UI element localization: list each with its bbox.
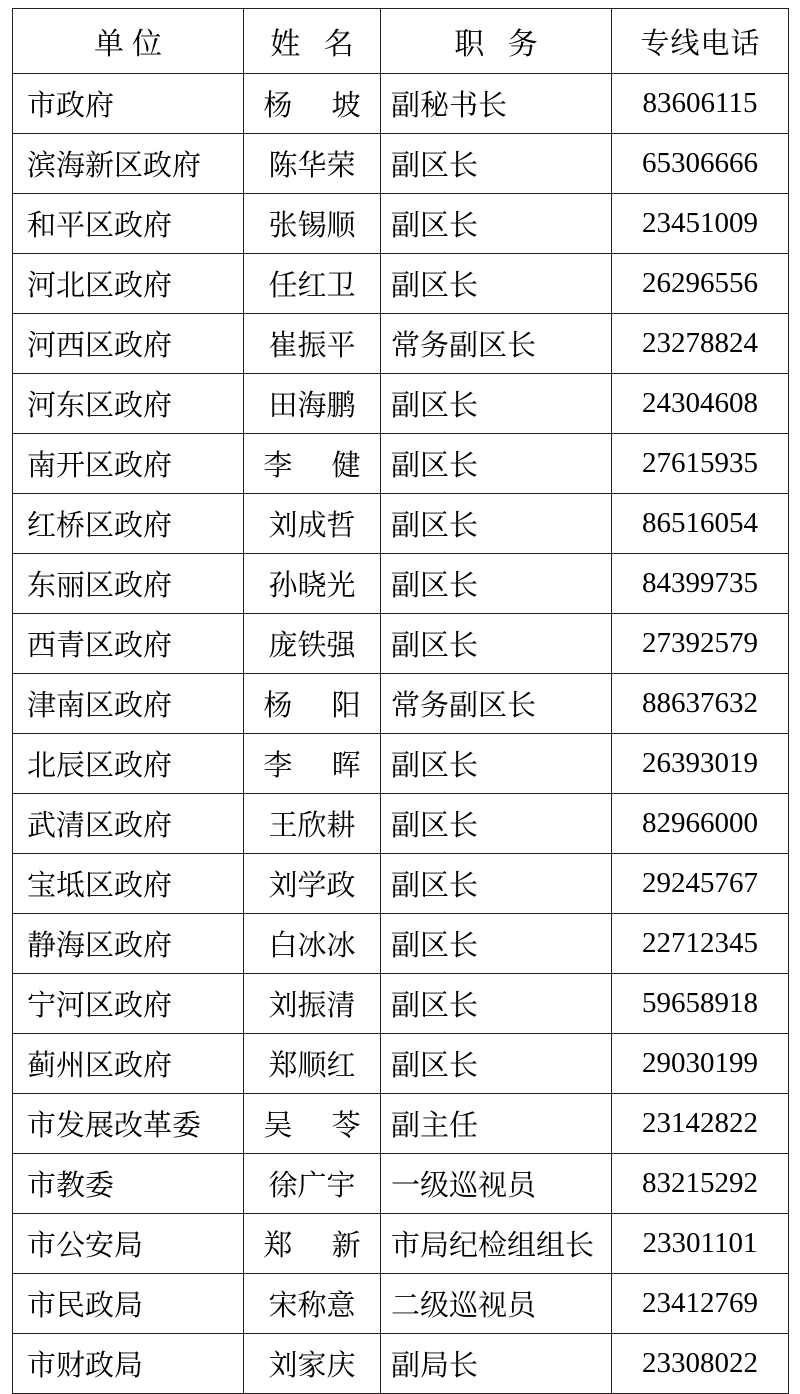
cell-phone: 29245767 [612, 854, 789, 914]
cell-phone: 59658918 [612, 974, 789, 1034]
cell-unit: 红桥区政府 [13, 494, 244, 554]
cell-title: 副区长 [381, 134, 612, 194]
cell-title: 副区长 [381, 794, 612, 854]
cell-phone: 23451009 [612, 194, 789, 254]
table-row [13, 1334, 789, 1394]
cell-name-text: 杨 坡 [263, 90, 377, 122]
cell-unit: 市发展改革委 [13, 1094, 244, 1154]
cell-phone: 23278824 [612, 314, 789, 374]
cell-name-text: 刘成哲 [268, 510, 356, 542]
cell-title: 副区长 [381, 1034, 612, 1094]
cell-title: 副区长 [381, 194, 612, 254]
cell-title: 副区长 [381, 434, 612, 494]
cell-title: 副主任 [381, 1094, 612, 1154]
cell-unit: 河东区政府 [13, 374, 244, 434]
cell-name [244, 794, 381, 854]
cell-phone: 24304608 [612, 374, 789, 434]
cell-name [244, 1154, 381, 1214]
table-row [13, 134, 789, 194]
cell-name-text: 宋称意 [268, 1290, 356, 1322]
cell-unit: 南开区政府 [13, 434, 244, 494]
cell-phone: 83606115 [612, 74, 789, 134]
cell-unit: 西青区政府 [13, 614, 244, 674]
cell-phone: 23308022 [612, 1334, 789, 1394]
table-row [13, 194, 789, 254]
table-row [13, 374, 789, 434]
cell-unit: 北辰区政府 [13, 734, 244, 794]
cell-phone: 27392579 [612, 614, 789, 674]
cell-name-text: 任红卫 [268, 270, 356, 302]
cell-name-text: 张锡顺 [268, 210, 356, 242]
table-row [13, 974, 789, 1034]
cell-phone: 88637632 [612, 674, 789, 734]
cell-name [244, 254, 381, 314]
cell-unit: 和平区政府 [13, 194, 244, 254]
table-row [13, 1214, 789, 1274]
cell-title: 常务副区长 [381, 674, 612, 734]
cell-name-text: 杨 阳 [263, 690, 377, 722]
cell-title: 副区长 [381, 854, 612, 914]
cell-unit: 宁河区政府 [13, 974, 244, 1034]
cell-title: 副区长 [381, 374, 612, 434]
cell-name [244, 1274, 381, 1334]
cell-name-text: 郑 新 [263, 1230, 377, 1262]
table-row [13, 734, 789, 794]
table-row [13, 1034, 789, 1094]
cell-name [244, 134, 381, 194]
cell-name [244, 614, 381, 674]
cell-unit: 市政府 [13, 74, 244, 134]
cell-title: 二级巡视员 [381, 1274, 612, 1334]
table-row [13, 74, 789, 134]
table-row [13, 1154, 789, 1214]
cell-name-text: 崔振平 [268, 330, 356, 362]
cell-name [244, 314, 381, 374]
table-row [13, 914, 789, 974]
cell-name [244, 914, 381, 974]
table-row [13, 254, 789, 314]
cell-title: 副区长 [381, 614, 612, 674]
cell-unit: 河北区政府 [13, 254, 244, 314]
cell-name [244, 734, 381, 794]
table-body [13, 74, 789, 1394]
cell-name-text: 郑顺红 [268, 1050, 356, 1082]
cell-title: 副秘书长 [381, 74, 612, 134]
cell-unit: 滨海新区政府 [13, 134, 244, 194]
table-row [13, 314, 789, 374]
cell-name-text: 田海鹏 [268, 390, 356, 422]
cell-title: 副区长 [381, 554, 612, 614]
cell-phone: 27615935 [612, 434, 789, 494]
cell-name [244, 1094, 381, 1154]
cell-name-text: 刘振清 [268, 990, 356, 1022]
table-row [13, 1094, 789, 1154]
cell-phone: 86516054 [612, 494, 789, 554]
cell-name [244, 854, 381, 914]
table-row [13, 674, 789, 734]
cell-name [244, 1214, 381, 1274]
cell-title: 一级巡视员 [381, 1154, 612, 1214]
column-header-title: 职 务 [381, 9, 612, 74]
cell-name-text: 刘家庆 [268, 1350, 356, 1382]
table-row [13, 1274, 789, 1334]
cell-name [244, 194, 381, 254]
cell-title: 副区长 [381, 914, 612, 974]
cell-phone: 23301101 [612, 1214, 789, 1274]
table-row [13, 554, 789, 614]
cell-unit: 东丽区政府 [13, 554, 244, 614]
cell-unit: 静海区政府 [13, 914, 244, 974]
cell-phone: 22712345 [612, 914, 789, 974]
cell-name-text: 白冰冰 [268, 930, 356, 962]
cell-unit: 市财政局 [13, 1334, 244, 1394]
cell-unit: 市民政局 [13, 1274, 244, 1334]
table-row [13, 854, 789, 914]
column-header-unit: 单位 [13, 9, 244, 74]
column-header-name: 姓 名 [244, 9, 381, 74]
cell-title: 副局长 [381, 1334, 612, 1394]
cell-unit: 市公安局 [13, 1214, 244, 1274]
table-row [13, 494, 789, 554]
table-header-row [13, 9, 789, 74]
cell-name-text: 庞铁强 [268, 630, 356, 662]
cell-phone: 83215292 [612, 1154, 789, 1214]
table-row [13, 614, 789, 674]
cell-name-text: 吴 苓 [263, 1110, 377, 1142]
cell-phone: 65306666 [612, 134, 789, 194]
cell-unit: 蓟州区政府 [13, 1034, 244, 1094]
cell-unit: 宝坻区政府 [13, 854, 244, 914]
cell-phone: 23142822 [612, 1094, 789, 1154]
cell-name [244, 74, 381, 134]
cell-title: 市局纪检组组长 [381, 1214, 612, 1274]
cell-name [244, 434, 381, 494]
cell-name [244, 974, 381, 1034]
cell-title: 副区长 [381, 974, 612, 1034]
cell-name-text: 王欣耕 [268, 810, 356, 842]
cell-name [244, 1334, 381, 1394]
cell-name-text: 李 健 [263, 450, 377, 482]
cell-phone: 23412769 [612, 1274, 789, 1334]
cell-name [244, 494, 381, 554]
cell-name [244, 674, 381, 734]
cell-name [244, 1034, 381, 1094]
cell-phone: 29030199 [612, 1034, 789, 1094]
cell-unit: 河西区政府 [13, 314, 244, 374]
cell-phone: 82966000 [612, 794, 789, 854]
cell-name-text: 陈华荣 [268, 150, 356, 182]
cell-unit: 津南区政府 [13, 674, 244, 734]
cell-phone: 84399735 [612, 554, 789, 614]
cell-name [244, 554, 381, 614]
cell-title: 副区长 [381, 494, 612, 554]
table-row [13, 794, 789, 854]
cell-name-text: 徐广宇 [268, 1170, 356, 1202]
cell-name-text: 刘学政 [268, 870, 356, 902]
cell-phone: 26296556 [612, 254, 789, 314]
cell-title: 副区长 [381, 254, 612, 314]
cell-unit: 市教委 [13, 1154, 244, 1214]
table-header [13, 9, 789, 74]
contact-directory-table [12, 8, 789, 1394]
table-row [13, 434, 789, 494]
cell-name [244, 374, 381, 434]
cell-phone: 26393019 [612, 734, 789, 794]
cell-unit: 武清区政府 [13, 794, 244, 854]
cell-name-text: 李 晖 [263, 750, 377, 782]
cell-name-text: 孙晓光 [268, 570, 356, 602]
cell-title: 副区长 [381, 734, 612, 794]
cell-title: 常务副区长 [381, 314, 612, 374]
column-header-phone: 专线电话 [612, 9, 789, 74]
